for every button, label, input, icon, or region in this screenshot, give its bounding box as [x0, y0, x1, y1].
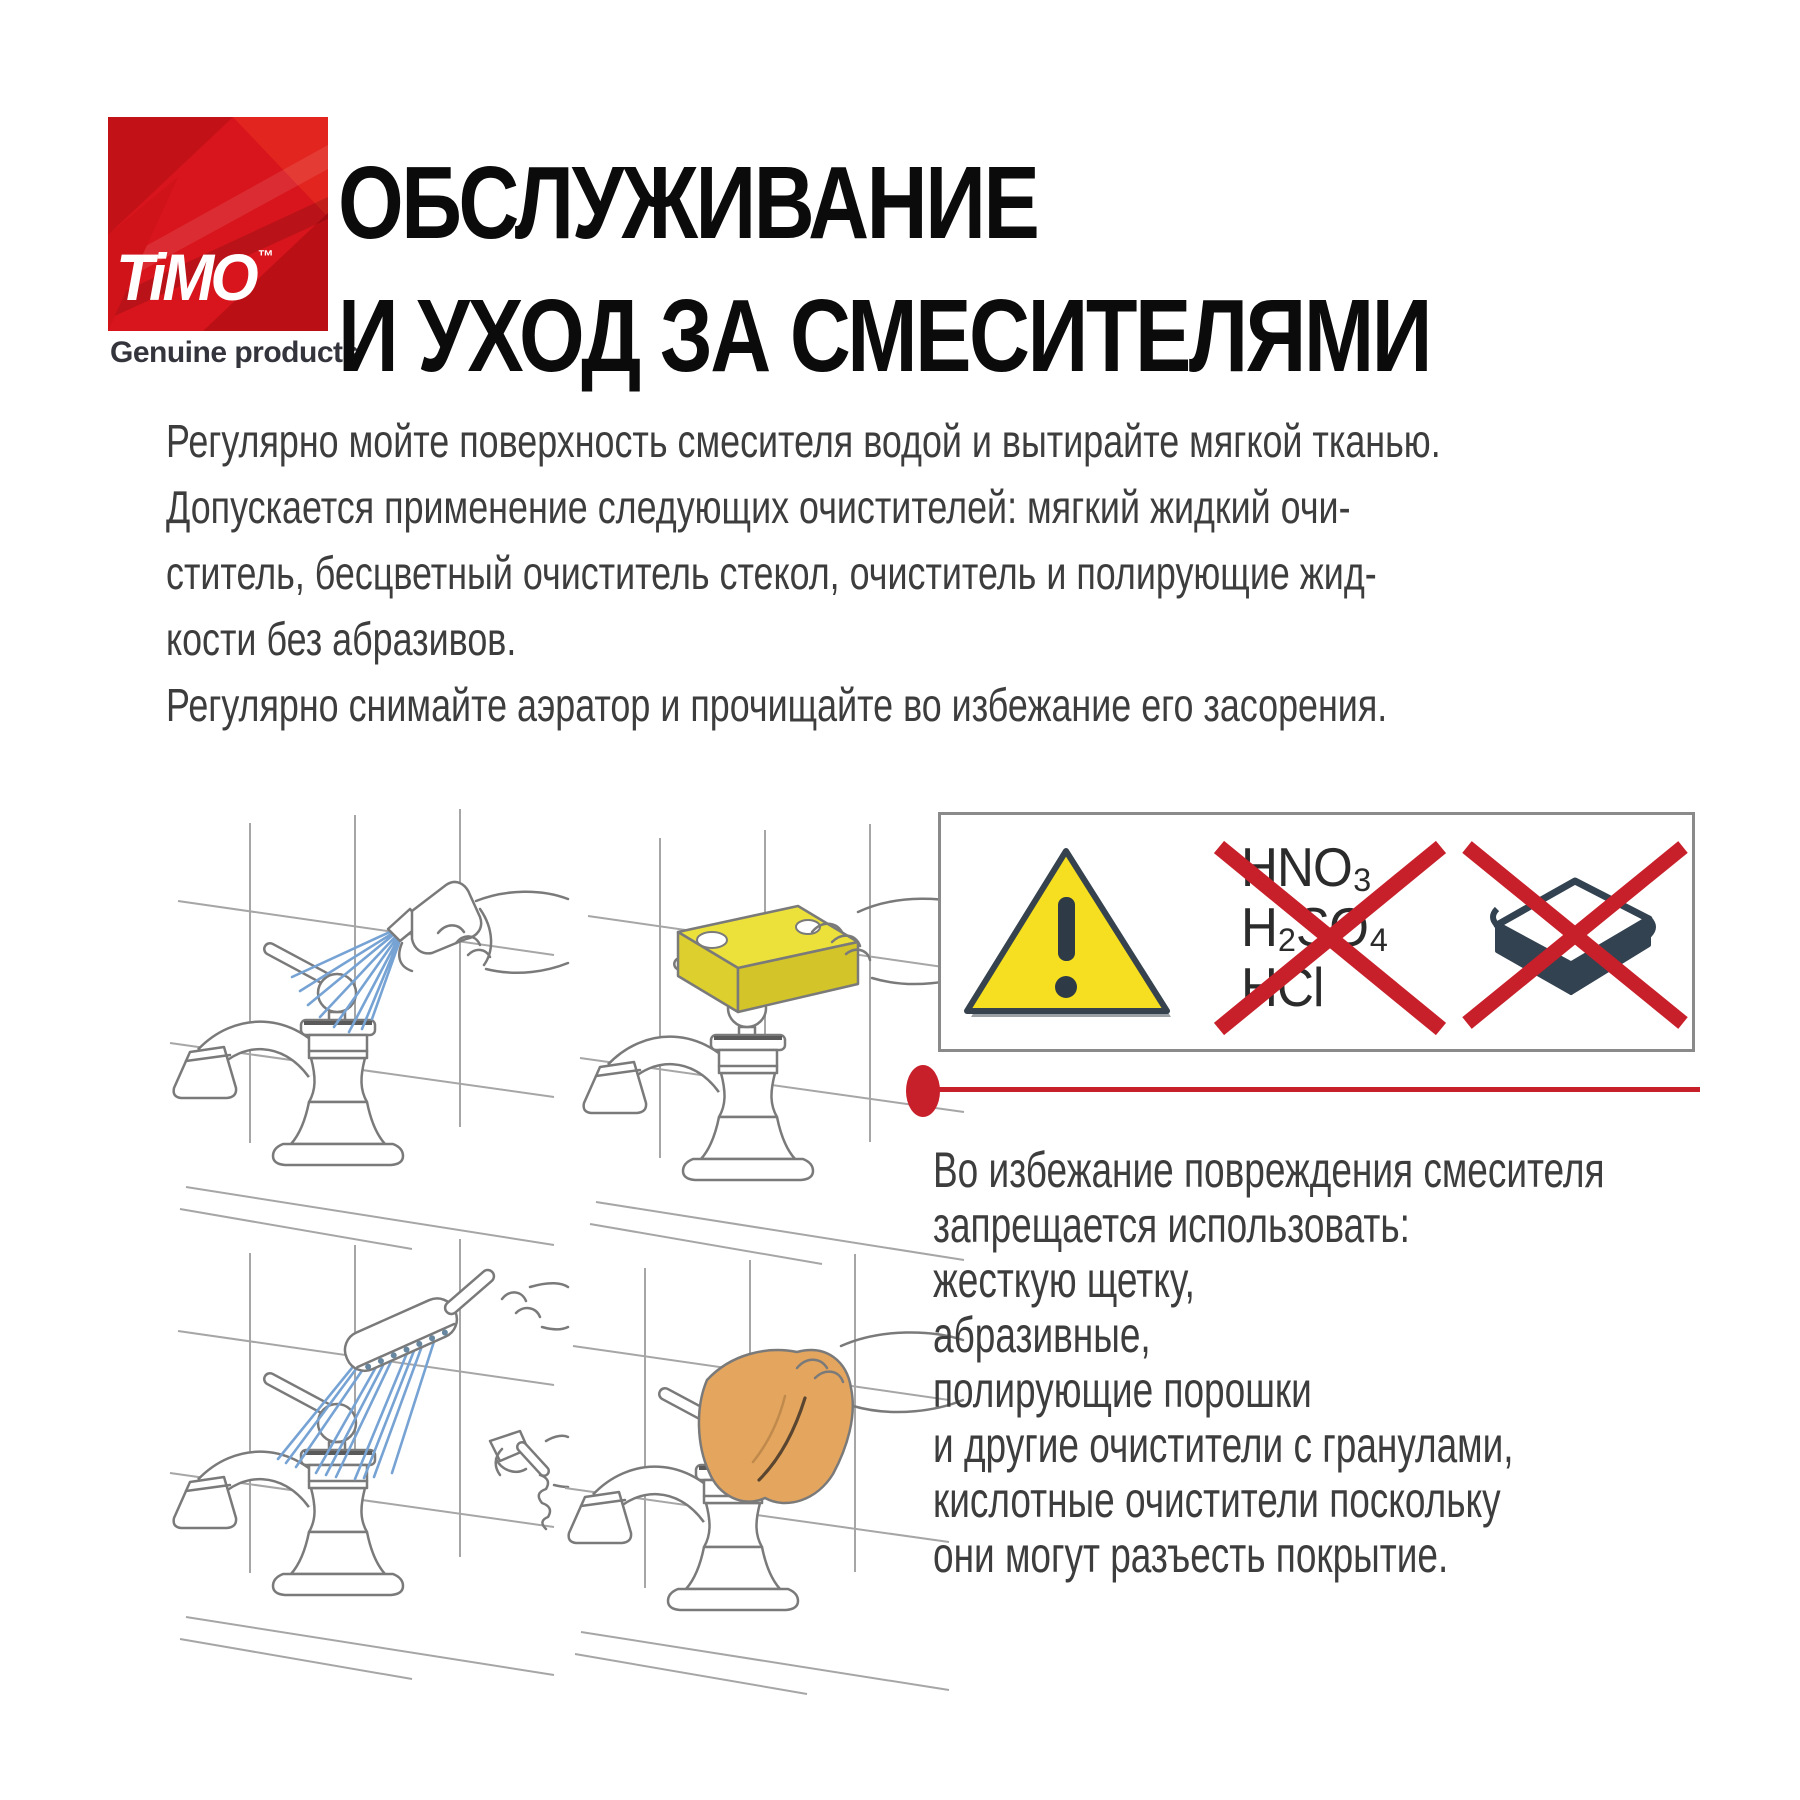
- illustration-spray-cleaning: [170, 809, 568, 1249]
- logo-wordmark: [116, 239, 308, 315]
- trademark-symbol: ™: [257, 247, 274, 266]
- brand-logo: [108, 117, 328, 331]
- caution-line: Во избежание повреждения смесителя: [933, 1142, 1605, 1198]
- illustration-cloth-wipe: [565, 1254, 963, 1694]
- chemical-formula: HNO₃: [1241, 836, 1372, 898]
- page-title-line1: ОБСЛУЖИВАНИЕ: [338, 145, 1038, 260]
- chemical-formula: HCl: [1241, 956, 1324, 1018]
- cleaning-illustrations: [140, 790, 990, 1705]
- red-bullet: [906, 1065, 940, 1117]
- intro-line: ститель, бесцветный очиститель стекол, очиститель и полирующие жид-: [166, 547, 1377, 599]
- chemical-formula: H₂SO₄: [1241, 896, 1388, 958]
- red-cross-icon: [1207, 836, 1453, 1037]
- warning-triangle-icon: [955, 845, 1181, 1025]
- caution-line: они могут разъесть покрытие.: [933, 1527, 1449, 1583]
- caution-line: кислотные очистители поскольку: [933, 1472, 1501, 1528]
- logo-brand: TiMO: [116, 240, 255, 314]
- intro-line: кости без абразивов.: [166, 613, 517, 665]
- cloth-icon: [699, 1332, 963, 1503]
- page-title-line2: И УХОД ЗА СМЕСИТЕЛЯМИ: [338, 278, 1431, 393]
- caution-line: запрещается использовать:: [933, 1197, 1410, 1253]
- red-divider-line: [937, 1087, 1700, 1092]
- page-title: [338, 136, 1670, 402]
- caution-line: полирующие порошки: [933, 1362, 1312, 1418]
- illustration-shower-rinse: [170, 1239, 568, 1679]
- caution-paragraph: [933, 1143, 1800, 1583]
- sponge-icon: [678, 899, 978, 1012]
- logo-tagline: Genuine products: [110, 336, 359, 369]
- caution-line: и другие очистители с гранулами,: [933, 1417, 1514, 1473]
- abrasive-sponge-forbidden-icon: [1457, 835, 1693, 1035]
- intro-paragraph: [166, 408, 1800, 738]
- illustration-sponge-cleaning: [580, 824, 978, 1264]
- intro-line: Допускается применение следующих очистителей: мягкий жидкий очи-: [166, 481, 1351, 533]
- caution-line: жесткую щетку,: [933, 1252, 1195, 1308]
- intro-line: Регулярно мойте поверхность смесителя водой и вытирайте мягкой тканью.: [166, 415, 1441, 467]
- bidet-sprayer-icon: [490, 1431, 568, 1529]
- intro-line: Регулярно снимайте аэратор и прочищайте во избежание его засорения.: [166, 679, 1388, 731]
- prohibited-products-box: [938, 812, 1695, 1052]
- caution-line: абразивные,: [933, 1307, 1151, 1363]
